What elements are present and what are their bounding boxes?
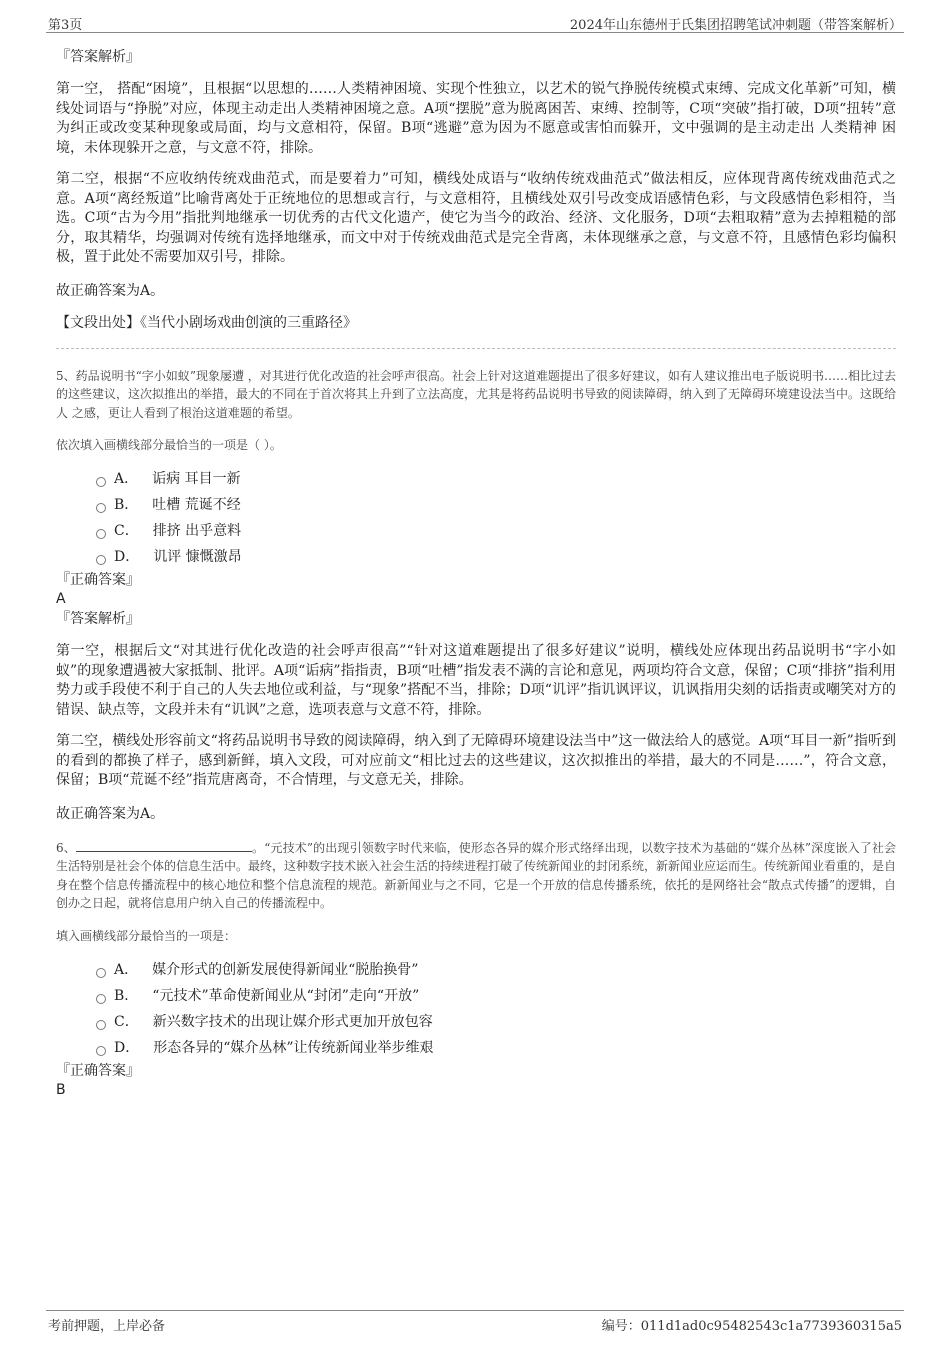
- q6-stem: [56, 839, 896, 913]
- page-content: [56, 46, 896, 1099]
- q5-option-a[interactable]: A． 诟病 耳目一新: [96, 466, 896, 492]
- q6-options: [56, 957, 896, 1061]
- document-title: 2024年山东德州于氏集团招聘笔试冲刺题（带答案解析）: [569, 18, 902, 33]
- q5-prompt: 依次填入画横线部分最恰当的一项是（ ）。: [56, 438, 282, 452]
- q5-option-d[interactable]: D． 讥评 慷慨激昂: [96, 544, 896, 570]
- radio-icon[interactable]: [96, 994, 106, 1004]
- q5-option-b[interactable]: B． 吐槽 荒诞不经: [96, 492, 896, 518]
- q4-source: 【文段出处】《当代小剧场戏曲创演的三重路径》: [56, 314, 357, 331]
- q6-option-b[interactable]: B． “元技术”革命使新闻业从“封闭”走向“开放”: [96, 983, 896, 1009]
- radio-icon[interactable]: [96, 477, 106, 487]
- q5-answer-label: 『正确答案』: [56, 572, 140, 588]
- radio-icon[interactable]: [96, 1046, 106, 1056]
- q6-number: 6、: [56, 840, 76, 855]
- q5-stem: 5、药品说明书“字小如蚁”现象屡遭 ，对其进行优化改造的社会呼声很高。社会上针对这道难题提出了很多好建议，如有人建议推出电子版说明书……相比过去的这些建议，这次拟推出的举措，最大的不同在于首次将其上升到了立法高度，尤其是将药品说明书导致的阅读障碍，纳入到了无障碍环境建设法当中。这既给人 之感，更让人看到了根治这道难题的希望。: [56, 368, 897, 420]
- page-header: [46, 12, 904, 33]
- q5-options: [56, 466, 896, 570]
- page-footer: [46, 1310, 904, 1335]
- q4-analysis-label: 『答案解析』: [56, 49, 140, 65]
- q5-analysis-paragraph-2: 第二空，横线处形容前文“将药品说明书导致的阅读障碍，纳入到了无障碍环境建设法当中”这一做法给人的感觉。A项“耳目一新”指听到的看到的都换了样子，感到新鲜，填入文段，可对应前文“相比过去的这些建议，这次拟推出的举措，最大的不同是……”，符合文意，保留；B项“荒诞不经”指荒唐离奇，不合情理，与文意无关，排除。: [56, 733, 896, 788]
- q5-conclusion: 故正确答案为A。: [56, 805, 165, 822]
- q4-analysis-paragraph-2: 第二空，根据“不应收纳传统戏曲范式，而是要着力”可知，横线处成语与“收纳传统戏曲范式”做法相反，应体现背离传统戏曲范式之意。A项“离经叛道”比喻背离处于正统地位的思想或言行，与文意相符，且横线处双引号改变成语感情色彩，与文段感情色彩相符，当选。C项“古为今用”指批判地继承一切优秀的古代文化遗产，使它为当今的政治、经济、文化服务，D项“去粗取精”意为去掉粗糙的部分，取其精华，均强调对传统有选择地继承，而文中对于传统戏曲范式是完全背离，未体现继承之意，与文意不符，且感情色彩均偏积极，置于此处不需要加双引号，排除。: [56, 171, 896, 265]
- q5-answer: A: [56, 591, 66, 607]
- q5-analysis-label: 『答案解析』: [56, 611, 140, 627]
- q6-blank: [76, 839, 252, 852]
- radio-icon[interactable]: [96, 503, 106, 513]
- q6-option-a[interactable]: A． 媒介形式的创新发展使得新闻业“脱胎换骨”: [96, 957, 896, 983]
- q6-answer: B: [56, 1081, 66, 1098]
- footer-slogan: 考前押题，上岸必备: [48, 1319, 166, 1334]
- page-number: 第3页: [48, 18, 83, 33]
- q5-option-c[interactable]: C． 排挤 出乎意料: [96, 518, 896, 544]
- radio-icon[interactable]: [96, 1020, 106, 1030]
- q6-option-c[interactable]: C． 新兴数字技术的出现让媒介形式更加开放包容: [96, 1009, 896, 1035]
- question-divider: [56, 348, 896, 349]
- q4-analysis-paragraph-1: 第一空， 搭配“困境”，且根据“以思想的……人类精神困境、实现个性独立，以艺术的锐气挣脱传统模式束缚、完成文化革新”可知，横线处词语与“挣脱”对应，体现主动走出人类精神困境之意。A项“摆脱”意为脱离困苦、束缚、控制等，C项“突破”指打破，D项“扭转”意为纠正或改变某种现象或局面，均与文意相符，保留。B项“逃避”意为因为不愿意或害怕而躲开，文中强调的是主动走出 人类精神 困境，未体现躲开之意，与文意不符，排除。: [56, 81, 896, 156]
- q6-option-d[interactable]: D． 形态各异的“媒介丛林”让传统新闻业举步维艰: [96, 1035, 896, 1061]
- q6-text: 。“元技术”的出现引领数字时代来临，使形态各异的媒介形式络绎出现，以数字技术为基础的“媒介丛林”深度嵌入了社会生活特别是社会个体的信息生活中。最终，这种数字技术嵌入社会生活的持续进程打破了传统新闻业的封闭系统，新新闻业应运而生。传统新闻业看重的，是自身在整个信息传播流程中的核心地位和整个信息流程的规范。新新闻业与之不同，它是一个开放的信息传播系统，依托的是网络社会“散点式传播”的逻辑，自创办之日起，就将信息用户纳入自己的传播流程中。: [56, 840, 897, 910]
- document-id: 编号：011d1ad0c95482543c1a7739360315a5: [601, 1319, 902, 1334]
- q6-answer-label: 『正确答案』: [56, 1062, 140, 1079]
- radio-icon[interactable]: [96, 968, 106, 978]
- radio-icon[interactable]: [96, 555, 106, 565]
- q6-prompt: 填入画横线部分最恰当的一项是：: [56, 928, 237, 943]
- radio-icon[interactable]: [96, 529, 106, 539]
- q5-analysis-paragraph-1: 第一空，根据后文“对其进行优化改造的社会呼声很高”“针对这道难题提出了很多好建议”说明，横线处应体现出药品说明书“字小如蚁”的现象遭遇被大家抵制、批评。A项“诟病”指指责，B项“吐槽”指发表不满的言论和意见，两项均符合文意，保留；C项“排挤”指利用势力或手段使不利于自己的人失去地位或利益，与“现象”搭配不当，排除；D项“讥评”指讥讽评议，讥讽指用尖刻的话指责或嘲笑对方的错误、缺点等，文段并未有“讥讽”之意，选项表意与文意不符，排除。: [56, 643, 896, 718]
- q4-conclusion: 故正确答案为A。: [56, 282, 165, 299]
